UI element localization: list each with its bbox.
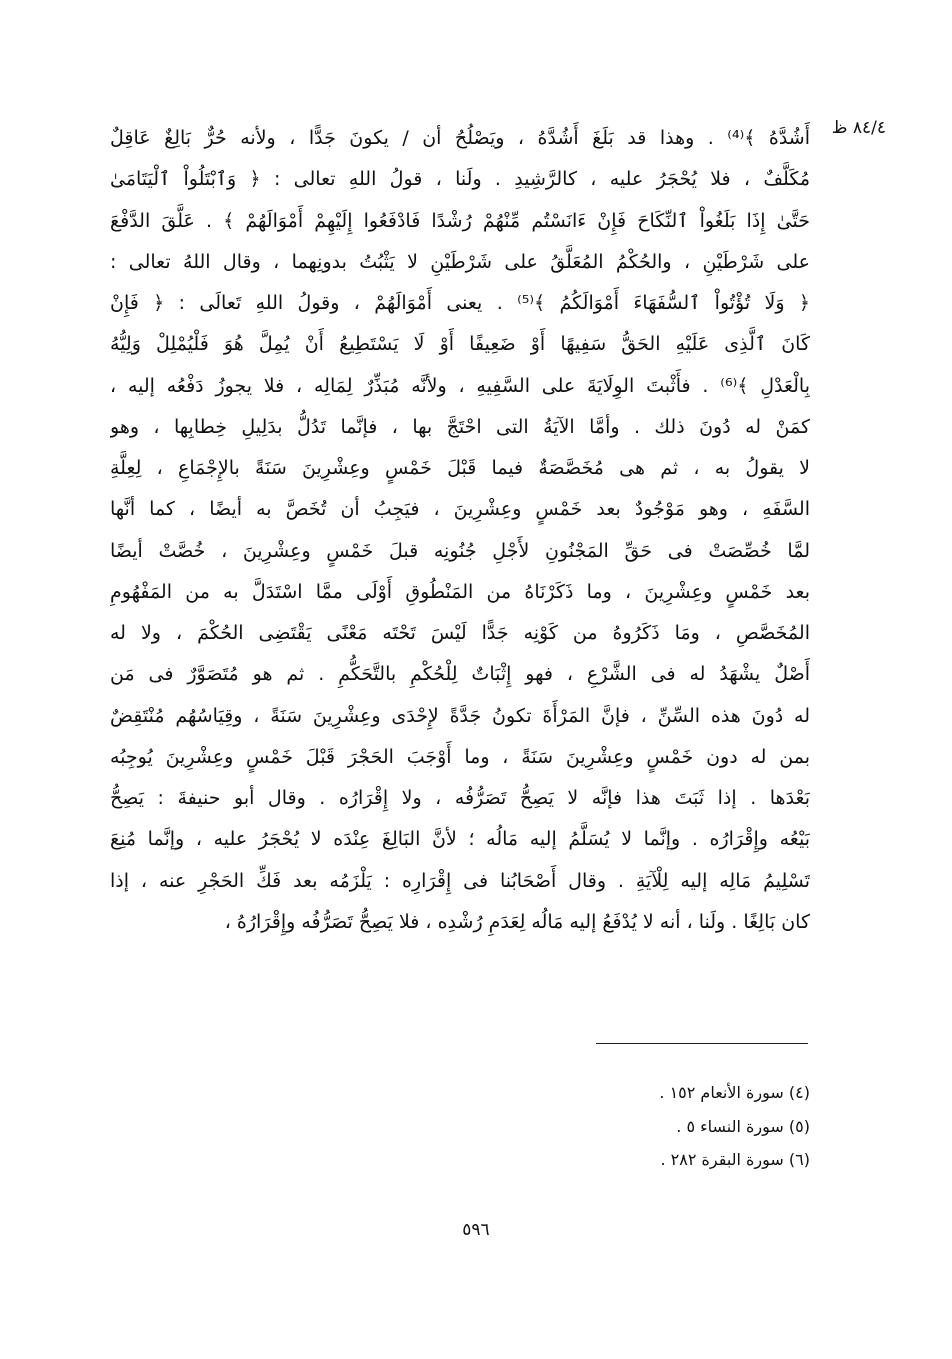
text-line: بَيْعُه وإِقْرَارُه . وإنَّما لا يُسَلَّمُ إليه مَالُه ؛ لأنَّ البَالِغَ عِنْدَه لا يُحْجَرُ عليه ، وإنَّما مُنِعَ — [110, 828, 810, 851]
text-line: المُخَصَّصِ ، ومَا ذَكَرُوهُ من كَوْنِه جَدًّا لَيْسَ تَحْتَه مَعْنًى يَقْتَضِى الحُكْمَ ، ولا له — [110, 622, 810, 644]
margin-reference: ٨٤/٤ ظ — [831, 118, 886, 138]
footnote: (٦) سورة البقرة ٢٨٢ . — [660, 1150, 810, 1169]
text-line: ﴿ وَلَا تُؤْتُواْ ٱلسُّفَهَاءَ أَمْوَالَكُمُ ﴾⁽⁵⁾ . يعنى أَمْوَالَهُمْ ، وقولُ اللهِ تَعالَى : ﴿ فَإِنْ — [110, 292, 810, 314]
footnotes — [500, 1076, 810, 1177]
main-text — [110, 118, 810, 943]
text-line: تَسْلِيمُ مَالِه إليه لِلْآيَةِ . وقال أَصْحَابُنا فى إِقْرَارِه : يَلْزَمُه بعد فَكِّ الحَجْرِ عنه ، إذا — [110, 869, 810, 892]
text-line: بَعْدَها . إذا ثَبَتَ هذا فإنَّه لا يَصِحُّ تَصَرُّفُه ، ولا إِقْرَارُه . وقال أبو حنيفةَ : يَصِحُّ — [110, 787, 810, 809]
text-line: بمن له دون خَمْسٍ وعِشْرِينَ سَنَةً ، وما أَوْجَبَ الحَجْرَ قَبْلَ خَمْسٍ وعِشْرِينَ يُوجِبُه — [110, 745, 810, 768]
text-line: كمَنْ له دُونَ ذلك . وأمَّا الآيَةُ التى احْتَجَّ بها ، فإنَّما تَدُلُّ بدَلِيلِ خِطابِها ، وهو — [110, 415, 810, 438]
text-line: حَتَّىٰ إِذَا بَلَغُواْ ٱلنِّكَاحَ فَإِنْ ءَانَسْتُم مِّنْهُمْ رُشْدًا فَادْفَعُوا إِلَيْهِمْ أَمْوَالَهُمْ ﴾ . عَلَّقَ الدَّفْعَ — [110, 209, 810, 232]
text-line: لمَّا خُصِّصَتْ فى حَقِّ المَجْنُونِ لأَجْلِ جُنُونِه قبلَ خَمْسٍ وعِشْرِينَ ، خُصَّتْ أيضًا — [110, 539, 810, 562]
text-line: له دُونَ هذه السِّنِّ ، فإنَّ المَرْأَةَ تكونُ جَدَّةً لإِحْدَى وعِشْرِينَ سَنَةً ، وقِيَاسُهُم مُنْتَقِضٌ — [110, 704, 810, 727]
page-number: ٥٩٦ — [462, 1220, 490, 1240]
text-line: أَصْلٌ يشْهَدُ له فى الشَّرْعِ ، فهو إِثْبَاتٌ لِلْحُكْمِ بالتَّحَكُّمِ . ثم هو مُتَصَوَّرٌ فى مَن — [110, 663, 810, 686]
footnote-divider — [596, 1043, 808, 1044]
text-line: كَانَ ٱلَّذِى عَلَيْهِ الحَقُّ سَفِيهًا أَوْ ضَعِيفًا أَوْ لَا يَسْتَطِيعُ أَنْ يُمِلَّ هُوَ فَلْيُمْلِلْ وَلِيُّهُ — [110, 333, 810, 356]
text-line: مُكَلَّفٌ ، فلا يُحْجَرُ عليه ، كالرَّشِيدِ . ولَنا ، قولُ اللهِ تعالى : ﴿ وَٱبْتَلُواْ ٱلْيَتَامَىٰ — [110, 168, 810, 191]
text-line: على شَرْطَيْنِ ، والحُكْمُ المُعَلَّقُ على شَرْطَيْنِ لا يَثْبُتُ بدونِهما ، وقال اللهُ تعالى : — [110, 250, 810, 273]
text-line: أَشُدَّهُ ﴾⁽⁴⁾ . وهذا قد بَلَغَ أَشُدَّهُ ، ويَصْلُحُ أن / يكونَ جَدًّا ، ولأنه حُرٌّ بَالِغٌ عَاقِلٌ — [110, 127, 810, 149]
text-line: السَّفَهِ ، وهو مَوْجُودٌ بعد خَمْسٍ وعِشْرِينَ ، فيَجِبُ أن تُخَصَّ به أيضًا ، كما أنَّها — [110, 498, 810, 521]
text-line: بعد خَمْسٍ وعِشْرِينَ ، وما ذَكَرْنَاهُ من المَنْطُوقِ أَوْلَى ممَّا اسْتَدَلَّ به من المَفْهُومِ — [110, 580, 810, 603]
footnote: (٥) سورة النساء ٥ . — [676, 1116, 810, 1136]
text-line: لا يقولُ به ، ثم هى مُخَصَّصَةٌ فيما قَبْلَ خَمْسٍ وعِشْرِينَ سَنَةً بالإِجْمَاعِ ، لِعِلَّةِ — [110, 457, 810, 479]
footnote: (٤) سورة الأنعام ١٥٢ . — [659, 1083, 810, 1102]
text-line: بِالْعَدْلِ ﴾⁽⁶⁾ . فأَثْبتَ الوِلَايَةَ على السَّفِيهِ ، ولأنَّه مُبَذِّرٌ لِمَالِه ، فلا يجوزُ دَفْعُه إليه ، — [110, 374, 810, 397]
text-line: كان بَالِغًا . ولَنا ، أنه لا يُدْفَعُ إليه مَالُه لِعَدَمِ رُشْدِه ، فلا يَصِحُّ تَصَرُّفُه وإِقْرَارُهُ ، — [224, 910, 810, 933]
